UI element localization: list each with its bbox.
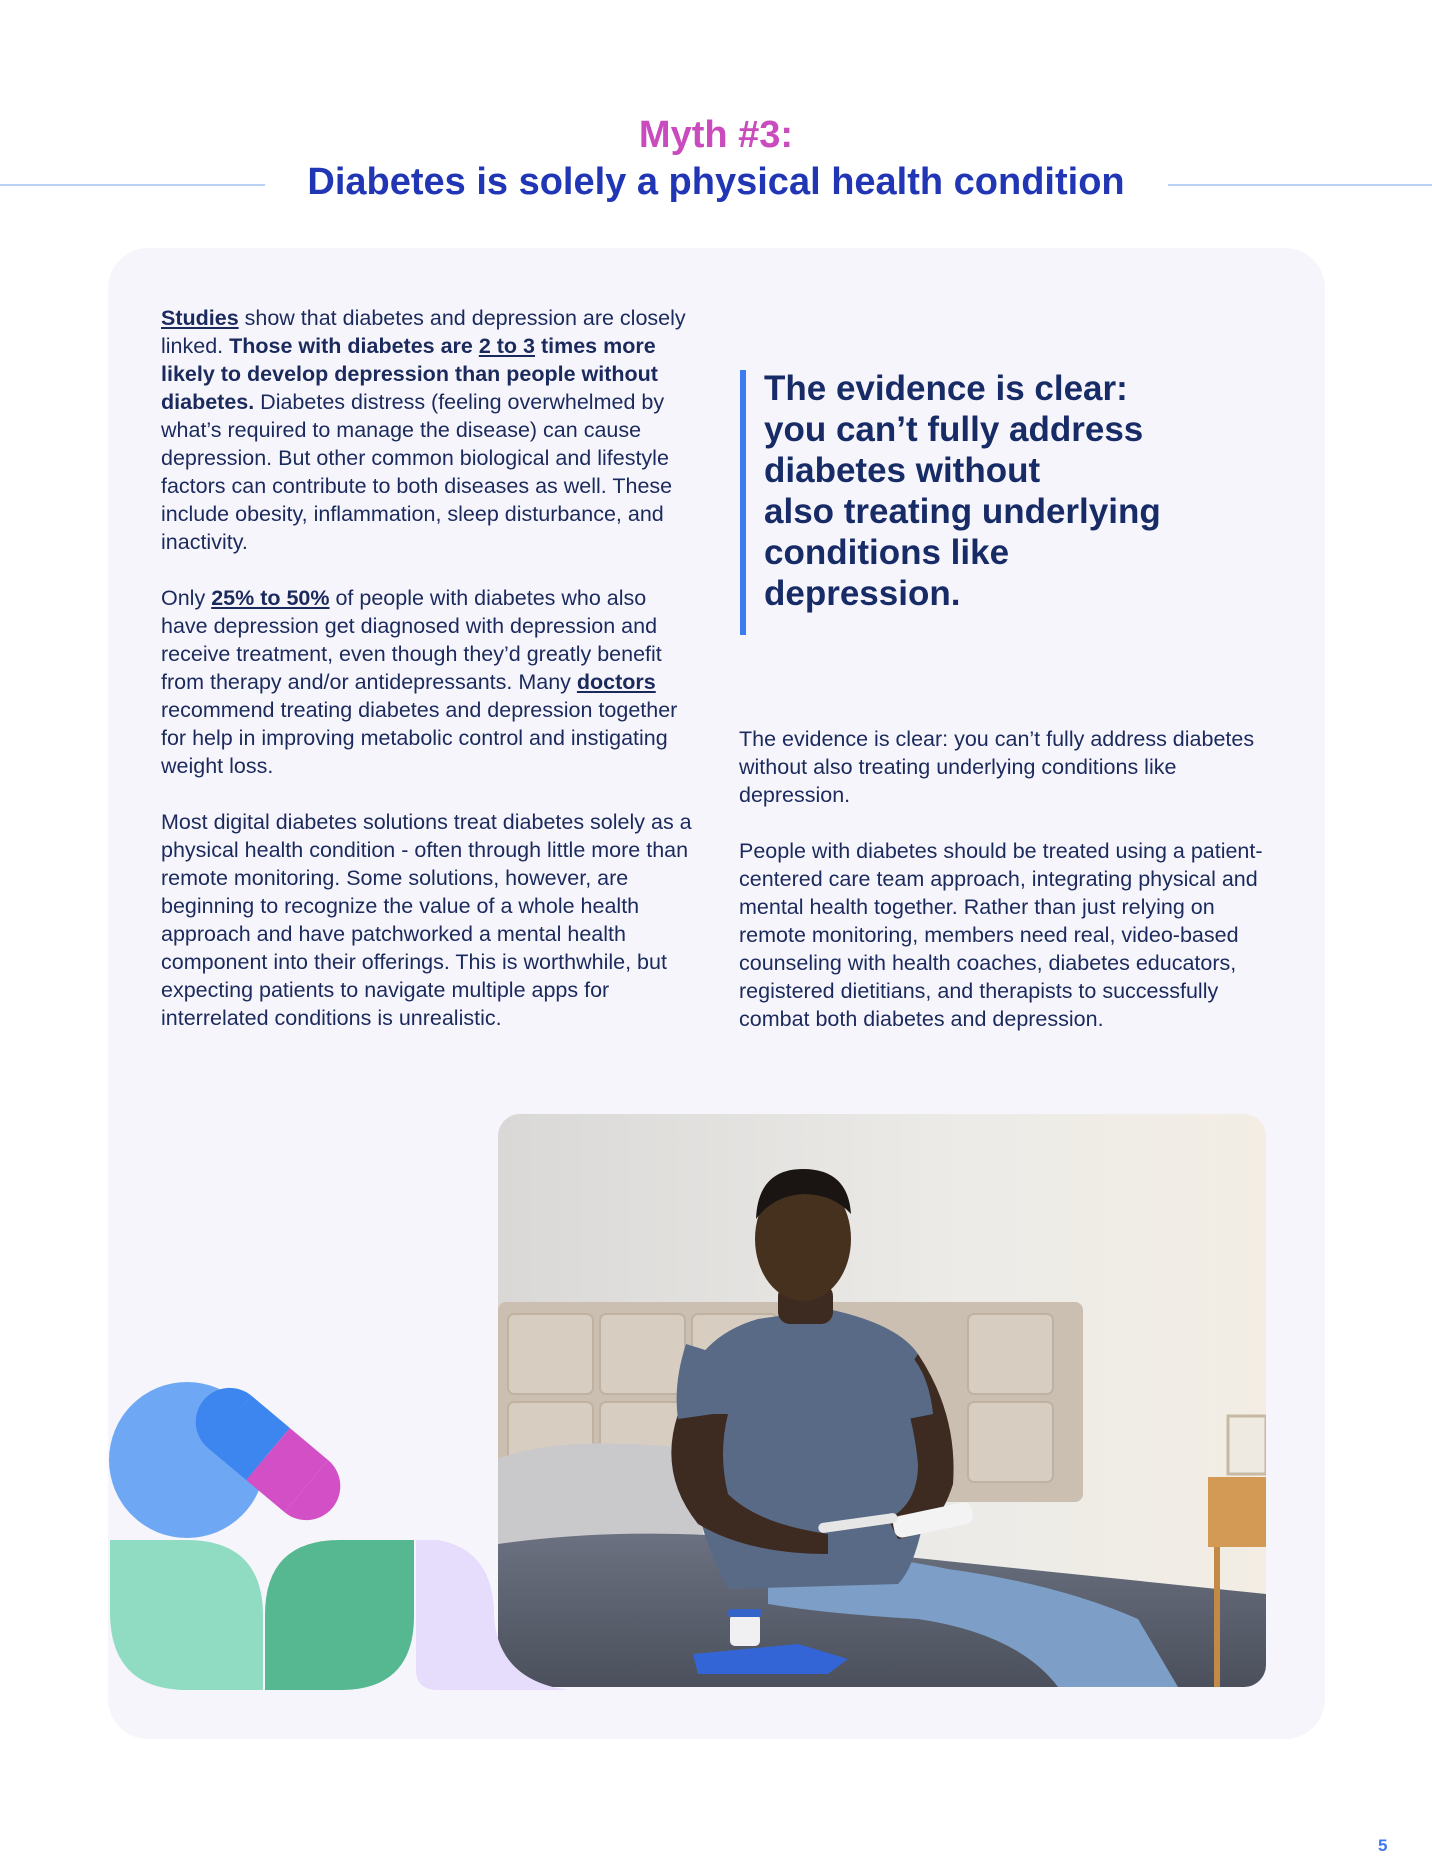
bold-text: times more likely to develop depression than people without diabetes. xyxy=(161,334,658,414)
pull-quote xyxy=(740,370,1246,635)
right-column xyxy=(739,725,1274,1061)
studies-link[interactable]: Studies xyxy=(161,306,239,330)
paragraph-text: show that diabetes and depression are closely linked. xyxy=(161,306,686,358)
paragraph-text: of people with diabetes who also have depression get diagnosed with depression and receive treatment, even though they’d greatly benefit from therapy and/or antidepressants. Many xyxy=(161,586,662,694)
paragraph-studies xyxy=(161,304,696,556)
pull-quote-line: The evidence is clear: xyxy=(764,369,1128,408)
bold-text: Those with diabetes are xyxy=(229,334,479,358)
paragraph-text: Diabetes distress (feeling overwhelmed by what’s required to manage the disease) can cause depression. But other common biological and lifestyle factors can contribute to both diseases as well. These include obesity, inflammation, sleep disturbance, and inactivity. xyxy=(161,390,673,554)
page-title: Diabetes is solely a physical health condition xyxy=(307,161,1125,203)
paragraph-text: recommend treating diabetes and depression together for help in improving metabolic control and instigating weight loss. xyxy=(161,698,678,778)
pull-quote-line: also treating underlying xyxy=(764,492,1161,531)
doctors-link[interactable]: doctors xyxy=(576,670,656,694)
page-number: 5 xyxy=(1378,1836,1388,1855)
decorative-shapes xyxy=(108,1380,588,1690)
paragraph-evidence: The evidence is clear: you can’t fully address diabetes without also treating underlying conditions like depression. xyxy=(739,727,1255,807)
paragraph-care-team: People with diabetes should be treated using a patient-centered care team approach, integrating physical and mental health together. Rather than just relying on remote monitoring, members need real, video-based counseling with health coaches, diabetes educators, registered dietitians, and therapists to successfully combat both diabetes and depression. xyxy=(739,839,1263,1031)
percent-link[interactable]: 25% to 50% xyxy=(211,586,330,610)
man-with-glucose-meter-photo xyxy=(498,1114,1266,1687)
ratio-link[interactable]: 2 to 3 xyxy=(478,334,535,358)
paragraph-digital-solutions: Most digital diabetes solutions treat diabetes solely as a physical health condition - often through little more than remote monitoring. Some solutions, however, are beginning to recognize the value of a whole health approach and have patchworked a mental health component into their offerings. This is worthwhile, but expecting patients to navigate multiple apps for interrelated conditions is unrealistic. xyxy=(161,810,692,1030)
pull-quote-line: conditions like xyxy=(764,533,1010,572)
leaf-shape-light xyxy=(110,1540,263,1690)
myth-label: Myth #3: xyxy=(638,114,794,156)
pull-quote-line: you can’t fully address xyxy=(764,410,1144,449)
pull-quote-line: diabetes without xyxy=(764,451,1041,490)
paragraph-text: Only xyxy=(161,586,212,610)
left-column xyxy=(161,304,696,1060)
pull-quote-line: depression. xyxy=(764,574,961,613)
leaf-shape-dark xyxy=(265,1540,414,1690)
paragraph-diagnosis xyxy=(161,584,696,780)
